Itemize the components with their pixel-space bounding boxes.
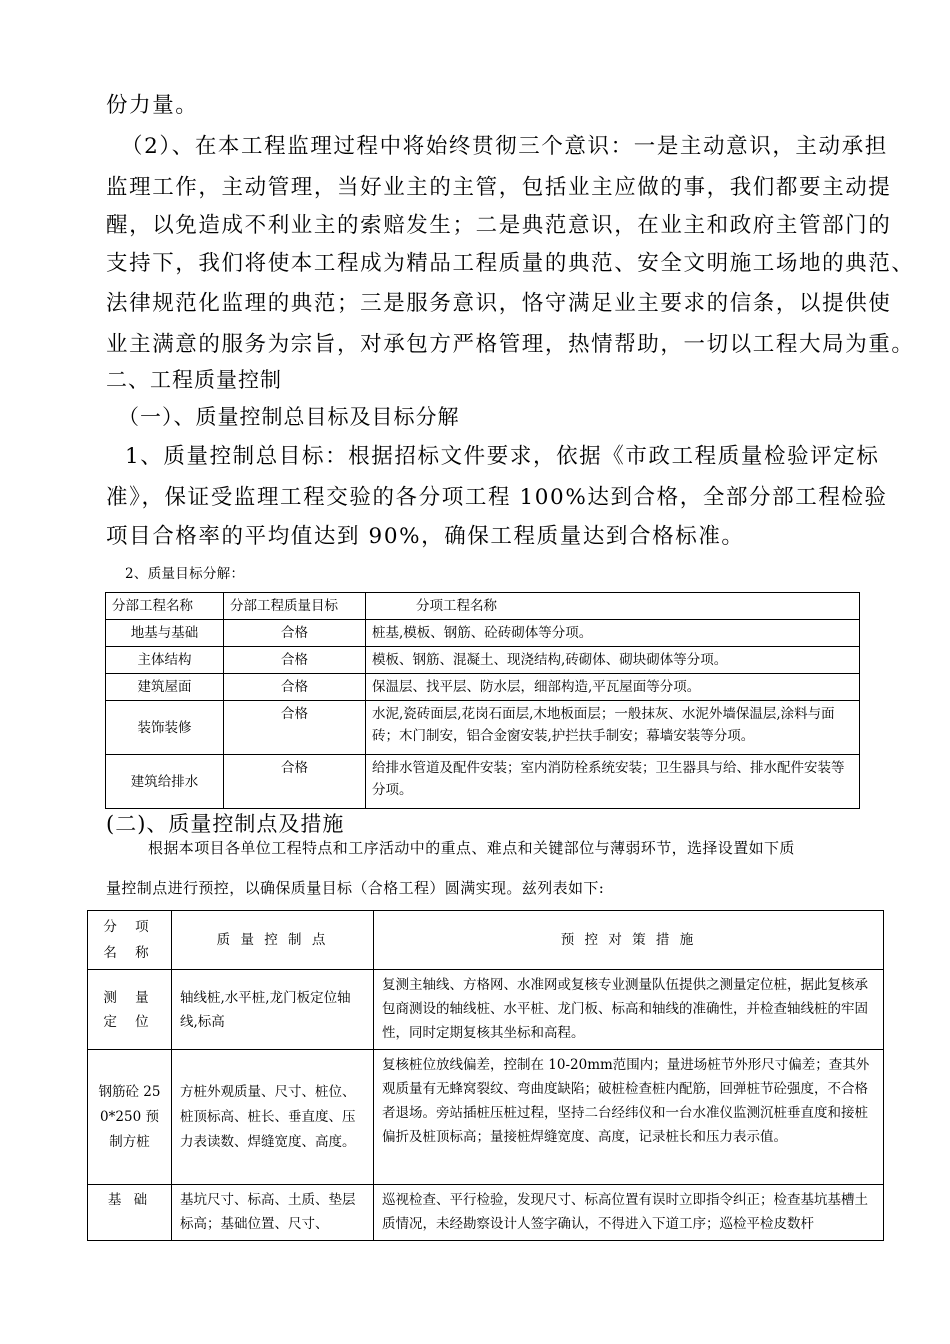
division-name: 装饰装修 bbox=[106, 701, 224, 755]
quality-target-table bbox=[105, 592, 860, 809]
quality-goal: 合格 bbox=[224, 674, 366, 701]
subitem-names: 给排水管道及配件安装；室内消防栓系统安装；卫生器具与给、排水配件安装等分项。 bbox=[366, 755, 860, 809]
para-line: 醒，以免造成不利业主的索赔发生；二是典范意识，在业主和政府主管部门的 bbox=[106, 213, 892, 238]
header-cell: 预 控 对 策 措 施 bbox=[374, 911, 884, 970]
table-row bbox=[106, 701, 860, 755]
para-line: 份力量。 bbox=[106, 93, 199, 118]
goal-line: 准》，保证受监理工程交验的各分项工程 100%达到合格，全部分部工程检验 bbox=[106, 485, 888, 510]
control-point: 基坑尺寸、标高、土质、垫层标高；基础位置、尺寸、 bbox=[172, 1185, 374, 1241]
table-row bbox=[88, 1050, 884, 1185]
subitem-names: 模板、钢筋、混凝土、现浇结构,砖砌体、砌块砌体等分项。 bbox=[366, 647, 860, 674]
subsection-title: （一）、质量控制总目标及目标分解 bbox=[118, 405, 460, 429]
goal-line: 1、质量控制总目标：根据招标文件要求，依据《市政工程质量检验评定标 bbox=[125, 444, 880, 469]
table-row bbox=[106, 620, 860, 647]
section-title: 二、工程质量控制 bbox=[106, 368, 282, 392]
division-name: 建筑给排水 bbox=[106, 755, 224, 809]
goal-line: 项目合格率的平均值达到 90%，确保工程质量达到合格标准。 bbox=[106, 524, 745, 549]
division-name: 地基与基础 bbox=[106, 620, 224, 647]
control-point: 方桩外观质量、尺寸、桩位、桩顶标高、桩长、垂直度、压力表读数、焊缝宽度、高度。 bbox=[172, 1050, 374, 1185]
para-line: 业主满意的服务为宗旨，对承包方严格管理，热情帮助，一切以工程大局为重。 bbox=[106, 332, 915, 357]
control-measure: 巡视检查、平行检验，发现尺寸、标高位置有误时立即指令纠正；检查基坑基槽土质情况，未经勘察设计人签字确认，不得进入下道工序；巡检平检皮数杆 bbox=[374, 1185, 884, 1241]
header-cell: 分项工程名称 bbox=[366, 593, 860, 620]
control-point: 轴线桩,水平桩,龙门板定位轴线,标高 bbox=[172, 970, 374, 1050]
table-row bbox=[106, 674, 860, 701]
intro-line: 量控制点进行预控，以确保质量目标（合格工程）圆满实现。兹列表如下: bbox=[106, 879, 605, 897]
header-cell: 质 量 控 制 点 bbox=[172, 911, 374, 970]
intro-line: 根据本项目各单位工程特点和工序活动中的重点、难点和关键部位与薄弱环节，选择设置如下质 bbox=[148, 839, 795, 857]
table-row bbox=[88, 1185, 884, 1241]
para-line: 监理工作，主动管理，当好业主的主管，包括业主应做的事，我们都要主动提 bbox=[106, 175, 892, 200]
table-header-row bbox=[106, 593, 860, 620]
para-line: 支持下，我们将使本工程成为精品工程质量的典范、安全文明施工场地的典范、 bbox=[106, 251, 915, 276]
item-name: 基 础 bbox=[88, 1185, 172, 1241]
decomposition-label: 2、质量目标分解： bbox=[125, 566, 245, 582]
subitem-names: 桩基,模板、钢筋、砼砖砌体等分项。 bbox=[366, 620, 860, 647]
table-row bbox=[106, 647, 860, 674]
subitem-names: 保温层、找平层、防水层，细部构造,平瓦屋面等分项。 bbox=[366, 674, 860, 701]
table-row bbox=[106, 755, 860, 809]
quality-goal: 合格 bbox=[224, 647, 366, 674]
subsection-title: (二)、质量控制点及措施 bbox=[106, 812, 345, 836]
header-cell: 分 项 名 称 bbox=[88, 911, 172, 970]
table-row bbox=[88, 970, 884, 1050]
control-points-table bbox=[87, 910, 884, 1241]
subitem-names: 水泥,瓷砖面层,花岗石面层,木地板面层；一般抹灰、水泥外墙保温层,涂料与面砖；木门制安，铝合金窗安装,护拦扶手制安；幕墙安装等分项。 bbox=[366, 701, 860, 755]
division-name: 主体结构 bbox=[106, 647, 224, 674]
table-header-row bbox=[88, 911, 884, 970]
para-line: 法律规范化监理的典范；三是服务意识，恪守满足业主要求的信条，以提供使 bbox=[106, 291, 892, 316]
item-name: 测 量 定 位 bbox=[88, 970, 172, 1050]
quality-goal: 合格 bbox=[224, 755, 366, 809]
item-name: 钢筋砼 250*250 预制方桩 bbox=[88, 1050, 172, 1185]
para-line: （2）、在本工程监理过程中将始终贯彻三个意识：一是主动意识，主动承担 bbox=[121, 134, 888, 159]
control-measure: 复测主轴线、方格网、水准网或复核专业测量队伍提供之测量定位桩，据此复核承包商测设的轴线桩、水平桩、龙门板、标高和轴线的准确性，并检查轴线桩的牢固性，同时定期复核其坐标和高程。 bbox=[374, 970, 884, 1050]
header-cell: 分部工程质量目标 bbox=[224, 593, 366, 620]
header-cell: 分部工程名称 bbox=[106, 593, 224, 620]
quality-goal: 合格 bbox=[224, 701, 366, 755]
division-name: 建筑屋面 bbox=[106, 674, 224, 701]
quality-goal: 合格 bbox=[224, 620, 366, 647]
control-measure: 复核桩位放线偏差，控制在 10-20mm范围内；量进场桩节外形尺寸偏差；查其外观质量有无蜂窝裂纹、弯曲度缺陷；破桩检查桩内配筋，回弹桩节砼强度，不合格者退场。旁站插桩压桩过程，坚持二台经纬仪和一台水准仪监测沉桩垂直度和接桩偏折及桩顶标高；量接桩焊缝宽度、高度，记录桩长和压力表示值。 bbox=[374, 1050, 884, 1185]
